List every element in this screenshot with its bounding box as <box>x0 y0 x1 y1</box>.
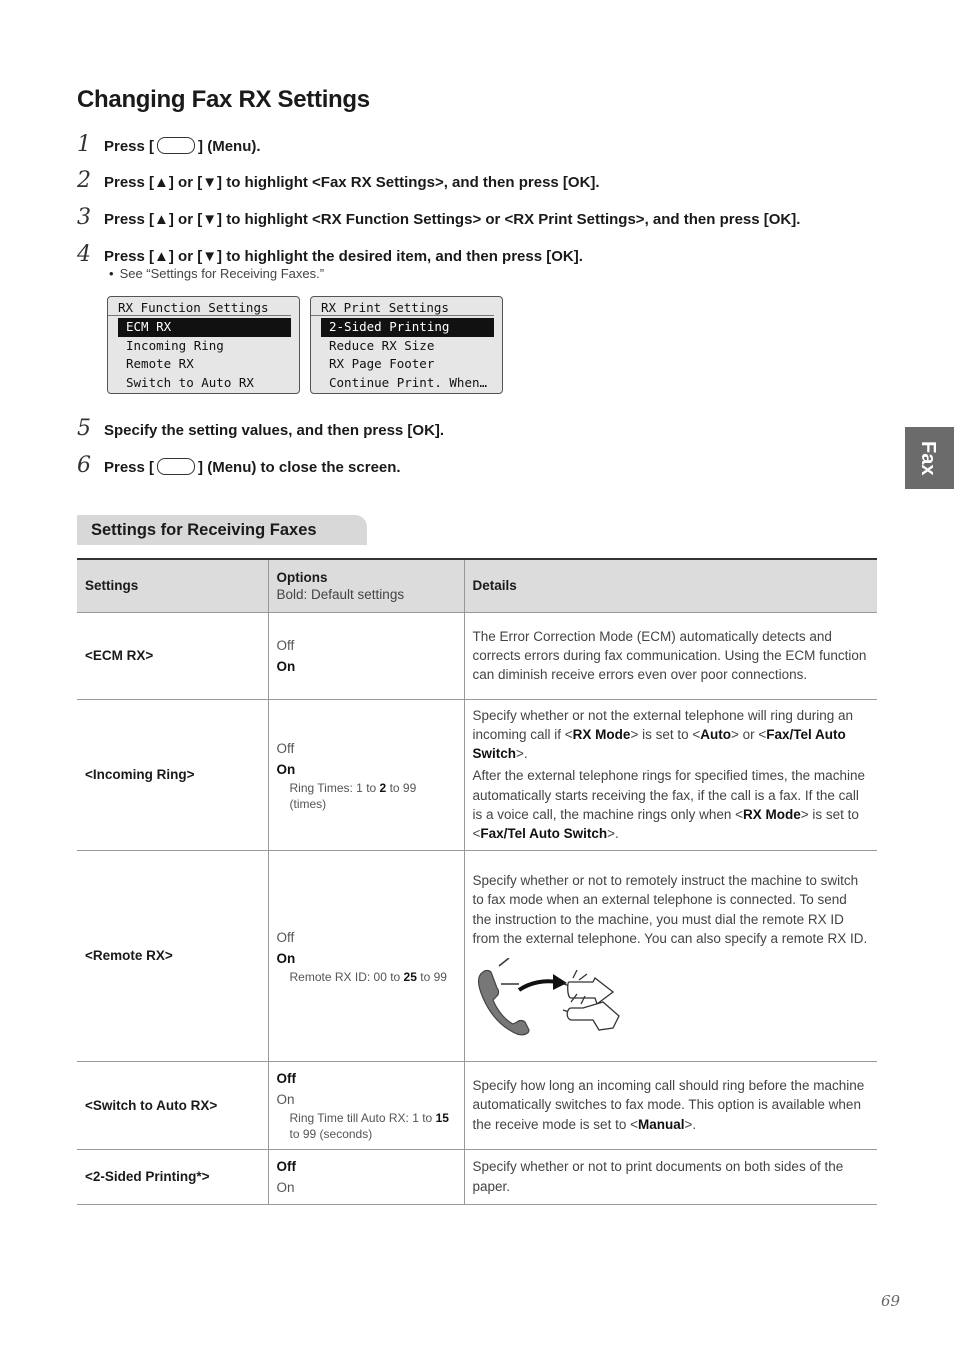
setting-options: Off On <box>268 612 464 699</box>
table-row <box>77 1149 877 1204</box>
lcd-item-selected: 2-Sided Printing <box>321 318 494 337</box>
step-3 <box>77 205 800 230</box>
step-2 <box>77 168 600 193</box>
setting-options: Off On Remote RX ID: 00 to 25 to 99 <box>268 850 464 1061</box>
table-row <box>77 1061 877 1149</box>
setting-name: <2-Sided Printing*> <box>77 1149 268 1204</box>
bullet-note: • See “Settings for Receiving Faxes.” <box>109 266 324 281</box>
setting-options: Off On <box>268 1149 464 1204</box>
setting-name: <Switch to Auto RX> <box>77 1061 268 1149</box>
lcd-item: Incoming Ring <box>126 337 224 353</box>
step-number: 4 <box>77 242 91 267</box>
menu-key-icon <box>157 458 195 475</box>
setting-details: Specify whether or not to remotely instruct the machine to switch to fax mode when an external telephone is connected. To send the instruction to the machine, you must dial the remote RX ID from the external telephone. You can also specify a remote RX ID. <box>464 850 877 1061</box>
setting-details: The Error Correction Mode (ECM) automatically detects and corrects errors during fax communication. Using the ECM function can diminish receive errors even over poor connections. <box>464 612 877 699</box>
header-options: Options Bold: Default settings <box>268 559 464 612</box>
side-tab-fax <box>905 427 954 489</box>
lcd-screen-rx-function <box>107 296 300 394</box>
lcd-item: Continue Print. When… <box>329 374 488 390</box>
lcd-item: RX Page Footer <box>329 356 435 371</box>
setting-details: Specify whether or not the external telephone will ring during an incoming call if <RX Mode> is set to <Auto> or <Fax/Tel Auto Switch>. After the external telephone rings for specified times, the machine automatically starts receiving the fax, if the call is a fax. If the call is a voice call, the machine rings only when <RX Mode> is set to <Fax/Tel Auto Switch>. <box>464 699 877 850</box>
setting-name: <ECM RX> <box>77 612 268 699</box>
section-header <box>77 515 367 545</box>
table-row <box>77 850 877 1061</box>
step-number: 5 <box>77 416 91 441</box>
side-tab-label: Fax <box>917 441 939 476</box>
lcd-screen-rx-print <box>310 296 503 394</box>
section-title: Settings for Receiving Faxes <box>91 521 317 539</box>
step-number: 2 <box>77 168 91 193</box>
setting-details: Specify how long an incoming call should ring before the machine automatically switches to fax mode. This option is available when the receive mode is set to <Manual>. <box>464 1061 877 1149</box>
step-text: Press [ ] (Menu). <box>104 138 261 155</box>
step-number: 1 <box>77 132 91 157</box>
step-text: Press [ ] (Menu) to close the screen. <box>104 459 401 476</box>
step-6 <box>77 453 401 478</box>
step-5 <box>77 416 444 441</box>
table-header-row <box>77 559 877 612</box>
setting-name: <Remote RX> <box>77 850 268 1061</box>
settings-table <box>77 558 877 1205</box>
page-number: 69 <box>881 1292 901 1310</box>
setting-options: Off On Ring Time till Auto RX: 1 to 15 to 99 (seconds) <box>268 1061 464 1149</box>
lcd-item: Switch to Auto RX <box>126 374 254 390</box>
table-row <box>77 699 877 850</box>
menu-key-icon <box>157 137 195 154</box>
step-text: Press [▲] or [▼] to highlight the desired item, and then press [OK]. <box>104 248 583 265</box>
page-title: Changing Fax RX Settings <box>77 86 370 113</box>
step-number: 6 <box>77 453 91 478</box>
step-1 <box>77 132 261 157</box>
remote-rx-illustration <box>473 958 870 1040</box>
lcd-item-selected: ECM RX <box>118 318 291 337</box>
step-text: Specify the setting values, and then press [OK]. <box>104 422 445 439</box>
setting-name: <Incoming Ring> <box>77 699 268 850</box>
header-details: Details <box>464 559 877 612</box>
lcd-item: Remote RX <box>126 356 194 371</box>
lcd-title: RX Function Settings <box>108 299 291 316</box>
table-row <box>77 612 877 699</box>
step-4 <box>77 242 583 267</box>
step-text: Press [▲] or [▼] to highlight <Fax RX Settings>, and then press [OK]. <box>104 174 600 191</box>
lcd-item: Reduce RX Size <box>329 337 435 353</box>
setting-details: Specify whether or not to print documents on both sides of the paper. <box>464 1149 877 1204</box>
lcd-title: RX Print Settings <box>311 299 494 316</box>
header-settings: Settings <box>77 559 268 612</box>
phone-to-fax-icon <box>473 958 623 1040</box>
step-text: Press [▲] or [▼] to highlight <RX Function Settings> or <RX Print Settings>, and then press [OK]. <box>104 211 801 228</box>
setting-options: Off On Ring Times: 1 to 2 to 99 (times) <box>268 699 464 850</box>
step-number: 3 <box>77 205 91 230</box>
